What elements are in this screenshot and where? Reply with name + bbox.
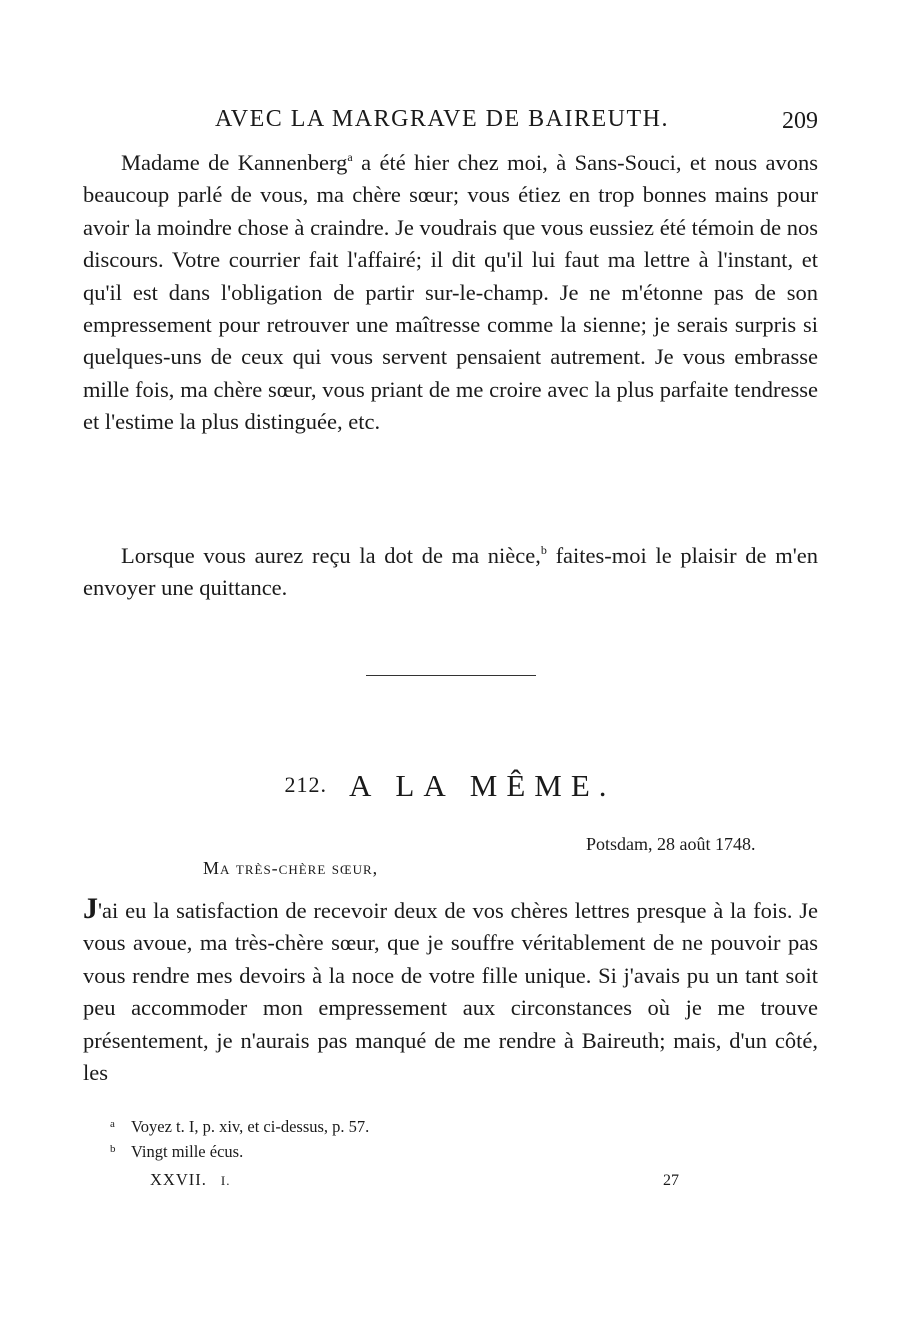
salutation: Ma très-chère sœur,: [203, 858, 379, 878]
paragraph-text: a été hier chez moi, à Sans-Souci, et nous avons beaucoup parlé de vous, ma chère sœur; vous étiez en trop bonnes mains pour avoir la moindre chose à craindre. Je voudrais que vous eussiez été témoin de nos discours. Votre courrier fait l'affairé; il dit qu'il lui faut ma lettre à l'instant, et qu'il est dans l'obligation de partir sur-le-champ. Je ne m'étonne pas de son empressement pour retrouver une maîtresse comme la sienne; je serais surpris si quelques-uns de ceux qui vous servent pensaient autrement. Je vous embrasse mille fois, ma chère sœur, vous priant de me croire avec la plus parfaite tendresse et l'estime la plus distinguée, etc.: [83, 150, 818, 435]
footnote-ref-a[interactable]: a: [347, 150, 353, 164]
letter-title: A LA MÊME.: [348, 768, 616, 803]
paragraph-text: Madame de Kannenberg: [121, 150, 348, 175]
paragraph-text: faites-moi le plaisir de m'en envoyer une quittance.: [83, 543, 819, 601]
volume-part: I.: [220, 1173, 231, 1188]
sheet-number: 27: [663, 1172, 679, 1189]
running-title: AVEC LA MARGRAVE DE BAIREUTH.: [215, 106, 669, 132]
letter-paragraph-2: [83, 540, 818, 605]
section-divider: [366, 675, 536, 676]
footnotes: [110, 1113, 369, 1163]
paragraph-text: Lorsque vous aurez reçu la dot de ma nièce,: [121, 543, 541, 568]
footnote-item: [110, 1113, 369, 1138]
drop-cap: J: [83, 892, 98, 925]
dateline: Potsdam, 28 août 1748.: [586, 834, 756, 854]
paragraph-text: 'ai eu la satisfaction de recevoir deux de vos chères lettres presque à la fois. Je vous avoue, ma très-chère sœur, que je souffre véritablement de ne pouvoir pas vous rendre mes devoirs à la noce de votre fille unique. Si j'avais pu un tant soit peu accommoder mon empressement aux circonstances où je me trouve présentement, je n'aurais pas manqué de me rendre à Baireuth; mais, d'un côté, les: [83, 898, 818, 1086]
footnote-mark: b: [110, 1143, 116, 1155]
running-head: [0, 106, 900, 140]
page-number: 209: [782, 108, 818, 134]
footnote-item: [110, 1138, 369, 1163]
letter-heading: [0, 768, 900, 814]
letter-number: 212.: [284, 772, 327, 797]
footnote-text: Vingt mille écus.: [131, 1142, 244, 1161]
footnote-text: Voyez t. I, p. xiv, et ci-dessus, p. 57.: [131, 1117, 370, 1136]
letter-paragraph-1: [83, 147, 818, 439]
letter-paragraph-3: [83, 892, 818, 1089]
volume-number: XXVII.: [150, 1170, 207, 1189]
footnote-mark: a: [110, 1118, 115, 1130]
footnote-ref-b[interactable]: b: [540, 543, 547, 557]
volume-signature: [150, 1170, 230, 1190]
